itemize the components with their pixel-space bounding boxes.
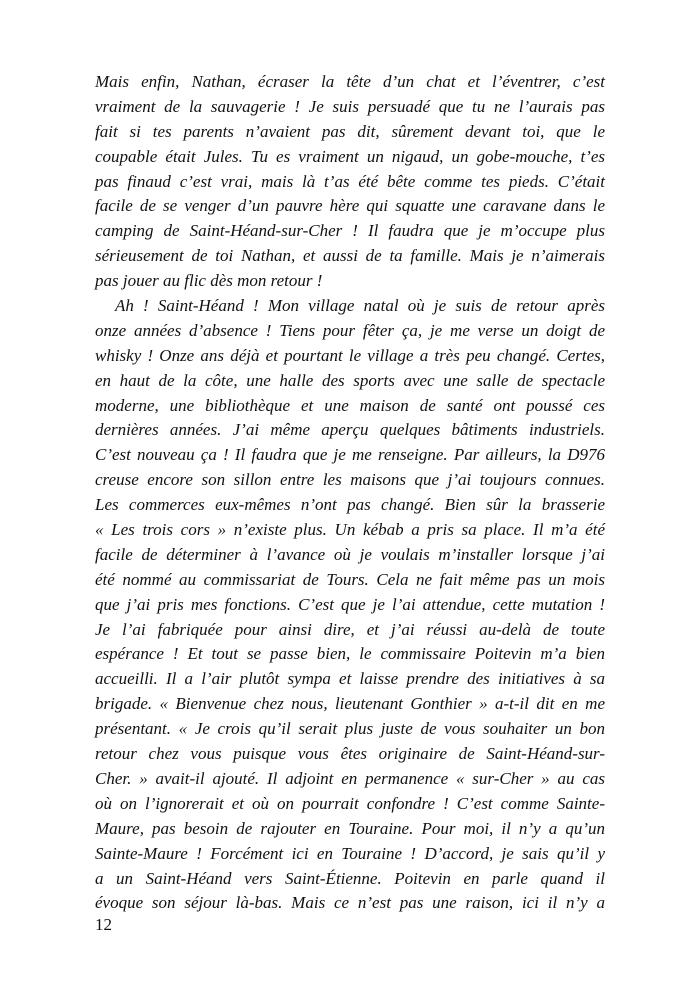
text-line: C’est nouveau ça ! Il faudra que je me renseigne. Par ailleurs, la D976	[95, 445, 605, 465]
text-line: été nommé au commissariat de Tours. Cela ne fait même pas un mois	[95, 569, 605, 589]
text-line: que j’ai pris mes fonctions. C’est que je l’ai attendue, cette mutation !	[95, 594, 605, 614]
text-line: whisky ! Onze ans déjà et pourtant le village a très peu changé. Certes,	[95, 345, 605, 365]
text-line: vraiment de la sauvagerie ! Je suis persuadé que tu ne l’aurais pas	[95, 96, 605, 116]
paragraph-2	[95, 294, 605, 916]
text-line: pas finaud c’est vrai, mais là t’as été bête comme tes pieds. C’était	[95, 171, 605, 191]
text-line: évoque son séjour là-bas. Mais ce n’est pas une raison, ici il n’y a	[95, 893, 605, 913]
text-line: facile de se venger d’un pauvre hère qui squatte une caravane dans le	[95, 196, 605, 216]
text-line: accueilli. Il a l’air plutôt sympa et laisse prendre des initiatives à sa	[95, 669, 605, 689]
text-line: a un Saint-Héand vers Saint-Étienne. Poitevin en parle quand il	[95, 868, 605, 888]
text-line: Cher. » avait-il ajouté. Il adjoint en permanence « sur-Cher » au cas	[95, 768, 605, 788]
text-line: moderne, une bibliothèque et une maison de santé ont poussé ces	[95, 395, 605, 415]
text-line: pas jouer au flic dès mon retour !	[95, 271, 323, 291]
body-text	[95, 70, 605, 916]
text-line: camping de Saint-Héand-sur-Cher ! Il faudra que je m’occupe plus	[95, 221, 605, 241]
text-line: Je l’ai fabriquée pour ainsi dire, et j’ai réussi au-delà de toute	[95, 619, 605, 639]
text-line: espérance ! Et tout se passe bien, le commissaire Poitevin m’a bien	[95, 644, 605, 664]
text-line: Ah ! Saint-Héand ! Mon village natal où je suis de retour après	[115, 296, 605, 316]
text-line: facile de déterminer à l’avance où je voulais m’installer lorsque j’ai	[95, 544, 605, 564]
text-line: coupable était Jules. Tu es vraiment un nigaud, un gobe-mouche, t’es	[95, 146, 605, 166]
paragraph-1	[95, 70, 605, 294]
text-line: onze années d’absence ! Tiens pour fêter ça, je me verse un doigt de	[95, 320, 605, 340]
text-line: Mais enfin, Nathan, écraser la tête d’un chat et l’éventrer, c’est	[95, 72, 605, 91]
text-line: creuse encore son sillon entre les maisons que j’ai toujours connues.	[95, 470, 605, 490]
text-line: sérieusement de toi Nathan, et aussi de ta famille. Mais je n’aimerais	[95, 246, 605, 266]
text-line: Sainte-Maure ! Forcément ici en Touraine ! D’accord, je sais qu’il y	[95, 843, 605, 863]
text-line: retour chez vous puisque vous êtes originaire de Saint-Héand-sur-	[95, 744, 605, 764]
text-line: en haut de la côte, une halle des sports avec une salle de spectacle	[95, 370, 605, 390]
text-line: présentant. « Je crois qu’il serait plus juste de vous souhaiter un bon	[95, 719, 605, 739]
text-line: où on l’ignorerait et où on pourrait confondre ! C’est comme Sainte-	[95, 793, 605, 813]
text-line: brigade. « Bienvenue chez nous, lieutenant Gonthier » a-t-il dit en me	[95, 694, 605, 714]
text-line: dernières années. J’ai même aperçu quelques bâtiments industriels.	[95, 420, 605, 440]
text-line: fait si tes parents n’avaient pas dit, sûrement devant toi, que le	[95, 121, 605, 141]
page-number: 12	[95, 915, 112, 934]
text-line: Maure, pas besoin de rajouter en Touraine. Pour moi, il n’y a qu’un	[95, 818, 605, 838]
text-line: Les commerces eux-mêmes n’ont pas changé. Bien sûr la brasserie	[95, 495, 605, 515]
text-line: « Les trois cors » n’existe plus. Un kébab a pris sa place. Il m’a été	[95, 520, 605, 540]
